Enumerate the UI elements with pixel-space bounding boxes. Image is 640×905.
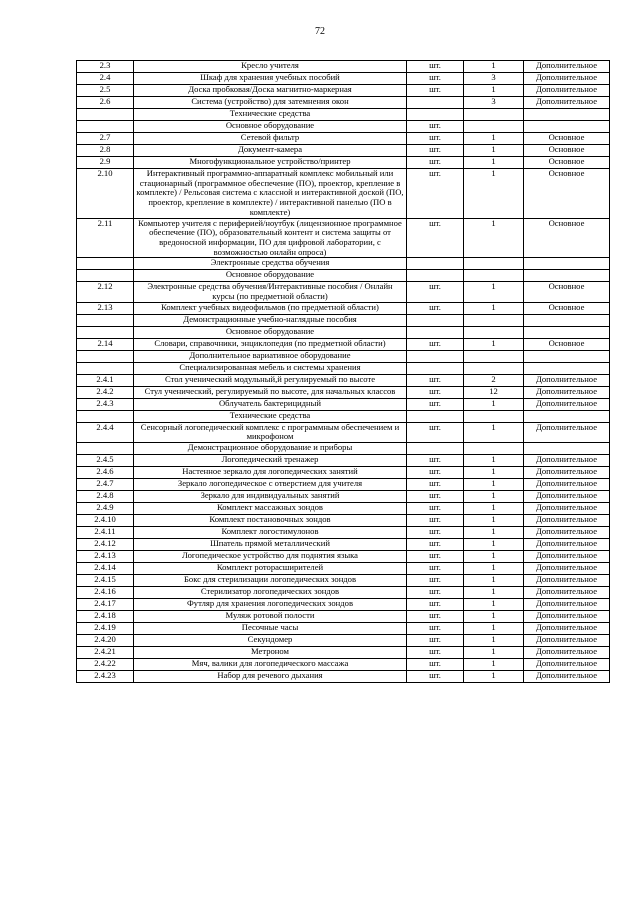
- cell-number: 2.9: [77, 157, 134, 169]
- cell-name: Футляр для хранения логопедических зондов: [134, 599, 407, 611]
- table-row: [77, 587, 610, 599]
- cell-unit: шт.: [407, 169, 464, 219]
- cell-quantity: 1: [464, 218, 524, 258]
- section-row: [77, 350, 610, 362]
- cell-type: [524, 410, 610, 422]
- cell-number: [77, 326, 134, 338]
- cell-name: Сенсорный логопедический комплекс с программным обеспечением и микрофоном: [134, 422, 407, 442]
- cell-unit: шт.: [407, 73, 464, 85]
- section-title: Специализированная мебель и системы хранения: [134, 362, 407, 374]
- cell-type: [524, 362, 610, 374]
- cell-type: Дополнительное: [524, 386, 610, 398]
- table-row: [77, 398, 610, 410]
- cell-unit: шт.: [407, 671, 464, 683]
- section-title: Электронные средства обучения: [134, 258, 407, 270]
- cell-type: Основное: [524, 157, 610, 169]
- table-row: [77, 97, 610, 109]
- section-title: Дополнительное вариативное оборудование: [134, 350, 407, 362]
- cell-number: [77, 410, 134, 422]
- cell-type: Дополнительное: [524, 97, 610, 109]
- cell-number: 2.11: [77, 218, 134, 258]
- cell-name: Кресло учителя: [134, 61, 407, 73]
- cell-quantity: 1: [464, 659, 524, 671]
- table-row: [77, 157, 610, 169]
- section-row: [77, 109, 610, 121]
- cell-name: Зеркало для индивидуальных занятий: [134, 491, 407, 503]
- cell-type: Дополнительное: [524, 398, 610, 410]
- cell-type: Дополнительное: [524, 611, 610, 623]
- cell-unit: шт.: [407, 659, 464, 671]
- table-row: [77, 73, 610, 85]
- cell-quantity: 1: [464, 563, 524, 575]
- cell-unit: шт.: [407, 398, 464, 410]
- cell-name: Облучатель бактерицидный: [134, 398, 407, 410]
- cell-name: Словари, справочники, энциклопедия (по предметной области): [134, 338, 407, 350]
- cell-unit: шт.: [407, 61, 464, 73]
- cell-unit: шт.: [407, 133, 464, 145]
- cell-name: Доска пробковая/Доска магнитно-маркерная: [134, 85, 407, 97]
- cell-quantity: 1: [464, 575, 524, 587]
- cell-type: Дополнительное: [524, 491, 610, 503]
- cell-name: Многофункциональное устройство/принтер: [134, 157, 407, 169]
- cell-name: Секундомер: [134, 635, 407, 647]
- cell-quantity: [464, 410, 524, 422]
- table-row: [77, 671, 610, 683]
- cell-type: [524, 121, 610, 133]
- table-row: [77, 635, 610, 647]
- table-row: [77, 659, 610, 671]
- cell-type: Дополнительное: [524, 587, 610, 599]
- cell-type: Дополнительное: [524, 73, 610, 85]
- cell-name: Стол ученический модульный,й регулируемый по высоте: [134, 374, 407, 386]
- table-row: [77, 527, 610, 539]
- cell-type: Дополнительное: [524, 467, 610, 479]
- cell-name: Стерилизатор логопедических зондов: [134, 587, 407, 599]
- table-row: [77, 145, 610, 157]
- cell-name: Компьютер учителя с периферией/ноутбук (лицензионное программное обеспечение (ПО), образовательный контент и система защиты от вредоносной информации, ПО для цифровой лаборатории, с возможностью онлайн опроса): [134, 218, 407, 258]
- cell-type: Дополнительное: [524, 575, 610, 587]
- table-row: [77, 338, 610, 350]
- cell-quantity: 1: [464, 623, 524, 635]
- cell-type: Основное: [524, 302, 610, 314]
- cell-number: 2.4.4: [77, 422, 134, 442]
- cell-number: [77, 443, 134, 455]
- table-row: [77, 479, 610, 491]
- cell-quantity: 1: [464, 145, 524, 157]
- cell-number: 2.14: [77, 338, 134, 350]
- cell-type: Дополнительное: [524, 85, 610, 97]
- cell-quantity: 1: [464, 169, 524, 219]
- table-row: [77, 85, 610, 97]
- cell-quantity: 12: [464, 386, 524, 398]
- table-row: [77, 422, 610, 442]
- cell-number: 2.4.20: [77, 635, 134, 647]
- cell-type: Дополнительное: [524, 671, 610, 683]
- cell-number: 2.4.5: [77, 455, 134, 467]
- cell-name: Логопедическое устройство для поднятия языка: [134, 551, 407, 563]
- cell-type: [524, 270, 610, 282]
- cell-name: Комплект учебных видеофильмов (по предметной области): [134, 302, 407, 314]
- cell-name: Мяч, валики для логопедического массажа: [134, 659, 407, 671]
- cell-quantity: [464, 350, 524, 362]
- cell-number: [77, 270, 134, 282]
- cell-unit: [407, 270, 464, 282]
- cell-type: Основное: [524, 169, 610, 219]
- cell-name: Комплект массажных зондов: [134, 503, 407, 515]
- cell-number: 2.3: [77, 61, 134, 73]
- cell-unit: [407, 97, 464, 109]
- cell-quantity: 1: [464, 599, 524, 611]
- cell-unit: [407, 410, 464, 422]
- section-row: [77, 362, 610, 374]
- table-row: [77, 169, 610, 219]
- cell-quantity: 1: [464, 398, 524, 410]
- cell-unit: [407, 443, 464, 455]
- cell-quantity: [464, 109, 524, 121]
- table-row: [77, 302, 610, 314]
- cell-number: [77, 109, 134, 121]
- cell-unit: шт.: [407, 302, 464, 314]
- cell-number: 2.4.8: [77, 491, 134, 503]
- cell-name: Зеркало логопедическое с отверстием для учителя: [134, 479, 407, 491]
- table-row: [77, 551, 610, 563]
- cell-quantity: 3: [464, 73, 524, 85]
- cell-unit: шт.: [407, 157, 464, 169]
- section-row: [77, 258, 610, 270]
- cell-quantity: [464, 443, 524, 455]
- cell-unit: шт.: [407, 121, 464, 133]
- cell-quantity: 1: [464, 282, 524, 302]
- cell-type: [524, 443, 610, 455]
- section-title: Технические средства: [134, 410, 407, 422]
- cell-quantity: 2: [464, 374, 524, 386]
- cell-quantity: 1: [464, 467, 524, 479]
- cell-type: Дополнительное: [524, 563, 610, 575]
- cell-unit: [407, 362, 464, 374]
- cell-quantity: 1: [464, 157, 524, 169]
- cell-quantity: 1: [464, 338, 524, 350]
- cell-number: 2.4.22: [77, 659, 134, 671]
- cell-type: Дополнительное: [524, 503, 610, 515]
- cell-type: Дополнительное: [524, 515, 610, 527]
- cell-quantity: 1: [464, 133, 524, 145]
- cell-number: 2.4.17: [77, 599, 134, 611]
- cell-quantity: [464, 362, 524, 374]
- cell-number: 2.4: [77, 73, 134, 85]
- cell-type: Основное: [524, 282, 610, 302]
- table-row: [77, 386, 610, 398]
- cell-type: Дополнительное: [524, 539, 610, 551]
- cell-type: Основное: [524, 218, 610, 258]
- table-row: [77, 503, 610, 515]
- cell-unit: шт.: [407, 282, 464, 302]
- cell-type: Дополнительное: [524, 479, 610, 491]
- cell-unit: шт.: [407, 551, 464, 563]
- cell-unit: [407, 350, 464, 362]
- cell-quantity: 1: [464, 455, 524, 467]
- cell-number: 2.4.9: [77, 503, 134, 515]
- cell-unit: [407, 258, 464, 270]
- table-row: [77, 61, 610, 73]
- equipment-table: [76, 60, 610, 683]
- cell-quantity: [464, 326, 524, 338]
- cell-type: [524, 326, 610, 338]
- cell-unit: шт.: [407, 479, 464, 491]
- cell-quantity: 1: [464, 422, 524, 442]
- section-title: Технические средства: [134, 109, 407, 121]
- cell-type: Дополнительное: [524, 659, 610, 671]
- cell-number: [77, 121, 134, 133]
- cell-quantity: 1: [464, 611, 524, 623]
- section-title: Основное оборудование: [134, 326, 407, 338]
- cell-unit: шт.: [407, 455, 464, 467]
- cell-name: Набор для речевого дыхания: [134, 671, 407, 683]
- section-title: Демонстрационные учебно-наглядные пособия: [134, 314, 407, 326]
- cell-type: Дополнительное: [524, 623, 610, 635]
- cell-quantity: 1: [464, 302, 524, 314]
- cell-quantity: 1: [464, 647, 524, 659]
- table-row: [77, 563, 610, 575]
- table-row: [77, 218, 610, 258]
- cell-type: Дополнительное: [524, 61, 610, 73]
- cell-number: 2.4.23: [77, 671, 134, 683]
- cell-type: Дополнительное: [524, 635, 610, 647]
- cell-number: 2.4.13: [77, 551, 134, 563]
- section-title: Основное оборудование: [134, 121, 407, 133]
- cell-unit: шт.: [407, 587, 464, 599]
- cell-number: 2.13: [77, 302, 134, 314]
- cell-unit: шт.: [407, 218, 464, 258]
- cell-unit: шт.: [407, 623, 464, 635]
- cell-type: Основное: [524, 338, 610, 350]
- cell-unit: шт.: [407, 599, 464, 611]
- cell-unit: шт.: [407, 539, 464, 551]
- cell-name: Комплект постановочных зондов: [134, 515, 407, 527]
- cell-quantity: 1: [464, 587, 524, 599]
- cell-number: 2.10: [77, 169, 134, 219]
- cell-type: [524, 109, 610, 121]
- section-row: [77, 314, 610, 326]
- table-row: [77, 374, 610, 386]
- cell-unit: шт.: [407, 374, 464, 386]
- cell-number: 2.4.18: [77, 611, 134, 623]
- cell-unit: шт.: [407, 611, 464, 623]
- section-title: Основное оборудование: [134, 270, 407, 282]
- cell-type: [524, 258, 610, 270]
- cell-name: Песочные часы: [134, 623, 407, 635]
- cell-name: Логопедический тренажер: [134, 455, 407, 467]
- cell-unit: шт.: [407, 527, 464, 539]
- cell-name: Комплект роторасширителей: [134, 563, 407, 575]
- cell-unit: [407, 109, 464, 121]
- cell-type: Дополнительное: [524, 455, 610, 467]
- cell-type: Основное: [524, 145, 610, 157]
- cell-unit: шт.: [407, 85, 464, 97]
- cell-quantity: [464, 270, 524, 282]
- cell-number: 2.4.12: [77, 539, 134, 551]
- cell-type: Дополнительное: [524, 647, 610, 659]
- table-row: [77, 515, 610, 527]
- cell-unit: шт.: [407, 503, 464, 515]
- cell-number: [77, 362, 134, 374]
- cell-name: Стул ученический, регулируемый по высоте, для начальных классов: [134, 386, 407, 398]
- cell-unit: шт.: [407, 386, 464, 398]
- section-row: [77, 410, 610, 422]
- cell-number: 2.4.21: [77, 647, 134, 659]
- cell-quantity: [464, 314, 524, 326]
- cell-quantity: 1: [464, 479, 524, 491]
- cell-name: Шпатель прямой металлический: [134, 539, 407, 551]
- cell-quantity: [464, 121, 524, 133]
- table-row: [77, 575, 610, 587]
- table-row: [77, 539, 610, 551]
- cell-number: 2.7: [77, 133, 134, 145]
- cell-type: Дополнительное: [524, 527, 610, 539]
- table-row: [77, 599, 610, 611]
- cell-name: Интерактивный программно-аппаратный комплекс мобильный или стационарный (программное обеспечение (ПО), проектор, крепление в комплекте) / Рельсовая система с классной и интерактивной доской (ПО, проектор, крепление в комплекте) / интерактивной панелью (ПО в комплекте): [134, 169, 407, 219]
- cell-number: 2.4.10: [77, 515, 134, 527]
- cell-number: [77, 350, 134, 362]
- cell-number: 2.4.6: [77, 467, 134, 479]
- cell-type: [524, 314, 610, 326]
- cell-unit: [407, 326, 464, 338]
- cell-number: 2.4.16: [77, 587, 134, 599]
- cell-name: Настенное зеркало для логопедических занятий: [134, 467, 407, 479]
- section-row: [77, 326, 610, 338]
- cell-quantity: 1: [464, 85, 524, 97]
- cell-name: Электронные средства обучения/Интерактивные пособия / Онлайн курсы (по предметной области): [134, 282, 407, 302]
- section-row: [77, 443, 610, 455]
- cell-type: Дополнительное: [524, 551, 610, 563]
- cell-number: 2.4.3: [77, 398, 134, 410]
- section-row: [77, 121, 610, 133]
- table-row: [77, 467, 610, 479]
- cell-quantity: 1: [464, 551, 524, 563]
- cell-unit: шт.: [407, 635, 464, 647]
- cell-unit: [407, 314, 464, 326]
- cell-number: 2.4.14: [77, 563, 134, 575]
- section-row: [77, 270, 610, 282]
- cell-number: 2.12: [77, 282, 134, 302]
- cell-quantity: 1: [464, 491, 524, 503]
- cell-type: Основное: [524, 133, 610, 145]
- cell-number: 2.8: [77, 145, 134, 157]
- table-row: [77, 282, 610, 302]
- section-title: Демонстрационное оборудование и приборы: [134, 443, 407, 455]
- cell-name: Метроном: [134, 647, 407, 659]
- table-row: [77, 611, 610, 623]
- cell-name: Бокс для стерилизации логопедических зондов: [134, 575, 407, 587]
- cell-type: Дополнительное: [524, 599, 610, 611]
- cell-quantity: 1: [464, 503, 524, 515]
- table-row: [77, 623, 610, 635]
- cell-number: 2.4.7: [77, 479, 134, 491]
- cell-type: [524, 350, 610, 362]
- equipment-table-body: [77, 61, 610, 683]
- cell-name: Документ-камера: [134, 145, 407, 157]
- cell-number: 2.5: [77, 85, 134, 97]
- cell-name: Система (устройство) для затемнения окон: [134, 97, 407, 109]
- cell-quantity: [464, 258, 524, 270]
- table-row: [77, 455, 610, 467]
- cell-quantity: 1: [464, 61, 524, 73]
- cell-quantity: 1: [464, 671, 524, 683]
- cell-number: [77, 314, 134, 326]
- cell-unit: шт.: [407, 575, 464, 587]
- cell-type: Дополнительное: [524, 374, 610, 386]
- cell-name: Шкаф для хранения учебных пособий: [134, 73, 407, 85]
- table-row: [77, 491, 610, 503]
- cell-unit: шт.: [407, 563, 464, 575]
- table-row: [77, 133, 610, 145]
- cell-unit: шт.: [407, 145, 464, 157]
- cell-name: Комплект логостимулонов: [134, 527, 407, 539]
- cell-unit: шт.: [407, 491, 464, 503]
- table-row: [77, 647, 610, 659]
- cell-unit: шт.: [407, 422, 464, 442]
- cell-quantity: 1: [464, 635, 524, 647]
- cell-number: 2.4.19: [77, 623, 134, 635]
- cell-name: Сетевой фильтр: [134, 133, 407, 145]
- cell-number: [77, 258, 134, 270]
- cell-number: 2.6: [77, 97, 134, 109]
- cell-type: Дополнительное: [524, 422, 610, 442]
- cell-unit: шт.: [407, 467, 464, 479]
- cell-quantity: 1: [464, 527, 524, 539]
- cell-unit: шт.: [407, 338, 464, 350]
- cell-quantity: 3: [464, 97, 524, 109]
- page-number: 72: [315, 26, 325, 37]
- cell-quantity: 1: [464, 515, 524, 527]
- cell-number: 2.4.1: [77, 374, 134, 386]
- cell-number: 2.4.15: [77, 575, 134, 587]
- cell-number: 2.4.2: [77, 386, 134, 398]
- cell-name: Муляж ротовой полости: [134, 611, 407, 623]
- cell-quantity: 1: [464, 539, 524, 551]
- cell-unit: шт.: [407, 515, 464, 527]
- cell-unit: шт.: [407, 647, 464, 659]
- cell-number: 2.4.11: [77, 527, 134, 539]
